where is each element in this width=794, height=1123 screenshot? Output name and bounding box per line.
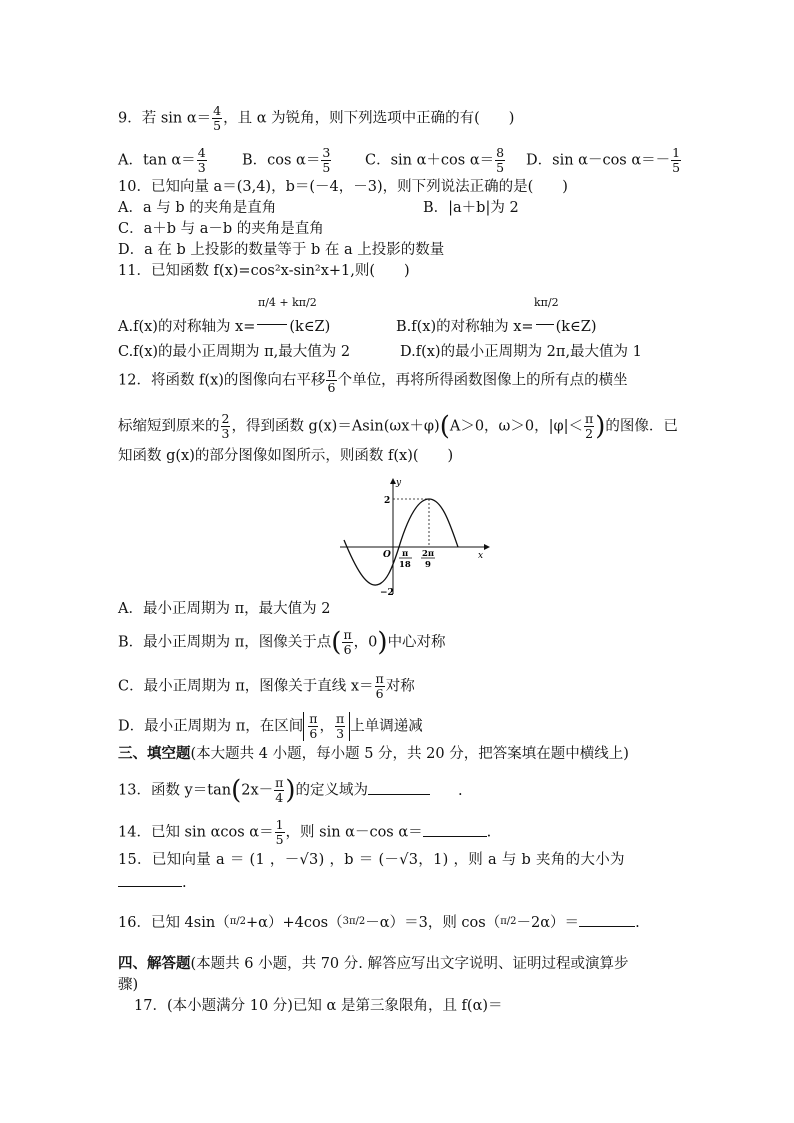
fraction: $\frac{\pi}{3}$ (335, 711, 345, 741)
q12-option-a: A．最小正周期为 π，最大值为 2 (118, 601, 331, 617)
q9-stem: 9．若 sin α＝ $\frac{4}{5}$ ，且 α 为锐角，则下列选项中正确的有( ) (118, 103, 515, 133)
q10-option-b: B．|a＋b|为 2 (423, 200, 519, 216)
q10-stem: 10．已知向量 a＝(3,4)，b＝(－4，－3)，则下列说法正确的是( ) (118, 179, 568, 195)
fraction: $\frac{\pi}{6}$ (309, 711, 318, 741)
q12-option-b: B．最小正周期为 π，图像关于点( $\frac{\pi}{6}$ ，0)中心对称 (118, 627, 446, 658)
tick-2-denominator: 9 (425, 560, 431, 570)
q14: 14．已知 sin αcos α＝ $\frac{1}{5}$ ，则 sin α－cos α＝ . (118, 817, 492, 847)
answer-blank[interactable] (579, 912, 635, 927)
q9-option-d: D．sin α－cos α＝－ $\frac{1}{5}$ (526, 145, 681, 175)
q11-option-d: D.f(x)的最小正周期为 2π,最大值为 1 (400, 344, 642, 360)
fraction-bar (257, 324, 287, 325)
fraction: $\frac{8}{5}$ (496, 145, 505, 175)
sine-curve (344, 499, 458, 585)
q9-option-b: B．cos α＝ $\frac{3}{5}$ (242, 145, 331, 175)
y-max-label: 2 (384, 496, 391, 506)
interval-bracket: $\frac{\pi}{6}$ ， $\frac{\pi}{3}$ (303, 712, 350, 741)
section-4-heading: 四、解答题(本题共 6 小题，共 70 分. 解答应写出文字说明、证明过程或演算步 (118, 955, 629, 972)
fraction: $\frac{\pi}{6}$ (327, 365, 336, 395)
q11-option-a: A.f(x)的对称轴为 x= (k∈Z) (118, 319, 331, 335)
fraction: $\frac{\pi}{6}$ (375, 671, 384, 701)
q12-line-1: 12．将函数 f(x)的图像向右平移 $\frac{\pi}{6}$ 个单位，再将所得函数图像上的所有点的横坐 (118, 365, 628, 395)
section-3-heading: 三、填空题(本大题共 4 小题，每小题 5 分，共 20 分，把答案填在题中横线上) (118, 745, 629, 762)
answer-blank[interactable] (118, 872, 182, 887)
q10-option-a: A．a 与 b 的夹角是直角 (118, 200, 277, 216)
q15-line-1: 15．已知向量 a ＝ (1 ，－√3) ，b ＝ (－√3，1) ，则 a 与 b 夹角的大小为 (118, 852, 625, 868)
fraction: $\frac{1}{5}$ (672, 145, 681, 175)
q10-option-d: D．a 在 b 上投影的数量等于 b 在 a 上投影的数量 (118, 242, 445, 258)
y-min-label: −2 (380, 588, 394, 598)
q12-line-2: 标缩短到原来的 $\frac{2}{3}$ ，得到函数 g(x)＝Asin(ωx＋φ)(A＞0，ω＞0，|φ|＜ $\frac{\pi}{2}$ )的图像．已 (118, 411, 678, 442)
fraction: $\frac{2}{3}$ (221, 411, 230, 441)
q12-option-d: D．最小正周期为 π，在区间 $\frac{\pi}{6}$ ， $\frac{\pi}{3}$ 上单调递减 (118, 711, 423, 741)
q9-option-a: A．tan α＝ $\frac{4}{3}$ (118, 145, 206, 175)
q11-stem: 11．已知函数 f(x)=cos²x-sin²x+1,则( ) (118, 263, 410, 279)
q17: 17．(本小题满分 10 分)已知 α 是第三象限角，且 f(α)＝ (134, 998, 503, 1014)
fraction: $\frac{4}{3}$ (197, 145, 206, 175)
fraction-bar (536, 324, 554, 325)
tick-1-denominator: 18 (399, 560, 411, 570)
q16: 16．已知 4sin（$^{\pi/2}$+α）+4cos（$^{3\pi/2}$－α）＝3，则 cos（$^{\pi/2}$－2α）＝ . (118, 912, 640, 933)
x-axis-arrow (484, 544, 490, 550)
q11-option-b: B.f(x)的对称轴为 x= (k∈Z) (396, 319, 597, 335)
fraction: $\frac{4}{5}$ (213, 103, 222, 133)
origin-label: O (383, 550, 391, 560)
fraction: $\frac{3}{5}$ (322, 145, 331, 175)
fraction: $\frac{\pi}{6}$ (343, 627, 352, 657)
tick-1-numerator: π (402, 549, 409, 559)
q9-option-c: C．sin α＋cos α＝ $\frac{8}{5}$ (365, 145, 505, 175)
x-axis-label: x (478, 551, 484, 561)
fraction: $\frac{1}{5}$ (275, 817, 284, 847)
q11-option-c: C.f(x)的最小正周期为 π,最大值为 2 (118, 344, 351, 360)
fraction: $\frac{\pi}{2}$ (585, 411, 594, 441)
q10-option-c: C．a＋b 与 a－b 的夹角是直角 (118, 221, 324, 237)
q11-option-a-fraction: π/4 + kπ/2 (258, 296, 317, 309)
fraction: $\frac{\pi}{4}$ (275, 775, 284, 805)
sine-graph (336, 474, 496, 602)
tick-2-numerator: 2π (422, 549, 435, 559)
q13: 13．函数 y＝tan(2x－ $\frac{\pi}{4}$ )的定义域为 . (118, 775, 463, 806)
q11-option-b-fraction: kπ/2 (534, 296, 559, 309)
answer-blank[interactable] (368, 780, 430, 795)
section-4-note-cont: 骤) (118, 977, 139, 993)
q15-line-2: . (118, 872, 187, 893)
answer-blank[interactable] (423, 822, 487, 837)
q12-line-3: 知函数 g(x)的部分图像如图所示，则函数 f(x)( ) (118, 448, 454, 464)
q12-option-c: C．最小正周期为 π，图像关于直线 x＝ $\frac{\pi}{6}$ 对称 (118, 671, 415, 701)
y-axis-label: y (396, 478, 402, 488)
